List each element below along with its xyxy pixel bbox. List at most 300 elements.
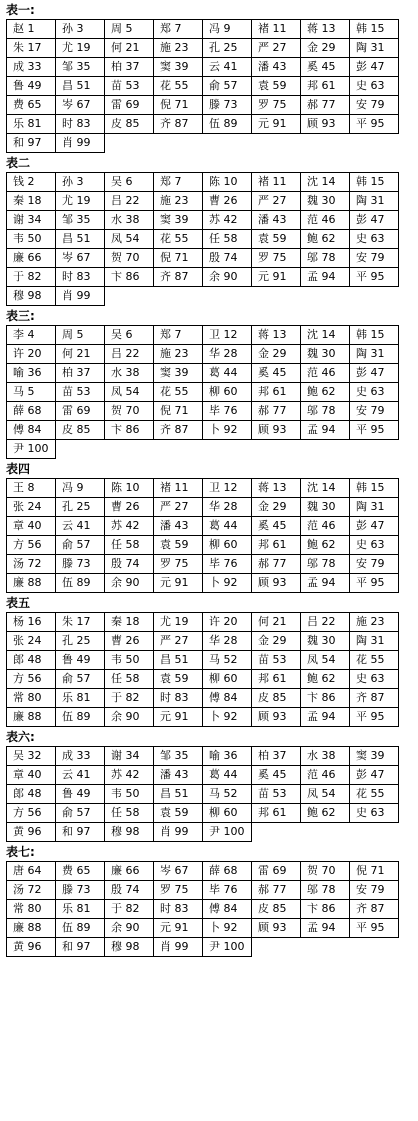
table-cell: 潘 43: [154, 766, 203, 785]
table-cell: 廉 66: [7, 249, 56, 268]
table-row: [7, 632, 399, 651]
table-cell: 章 40: [7, 517, 56, 536]
table-row: [7, 766, 399, 785]
table-cell: 邬 78: [301, 555, 350, 574]
table-row: [7, 536, 399, 555]
table-cell: 苗 53: [56, 383, 105, 402]
table-cell: 孟 94: [301, 919, 350, 938]
table-row: [7, 555, 399, 574]
table-cell: 尹 100: [7, 440, 56, 459]
table-cell: 尤 19: [56, 192, 105, 211]
table-cell: 殷 74: [203, 249, 252, 268]
table-cell: 张 24: [7, 498, 56, 517]
table-cell: 和 97: [7, 134, 56, 153]
table-cell: 和 97: [56, 938, 105, 957]
table-cell: 齐 87: [154, 268, 203, 287]
table-cell: 于 82: [105, 689, 154, 708]
table-cell: 平 95: [350, 115, 399, 134]
table-cell: 平 95: [350, 708, 399, 727]
table-row: [7, 421, 399, 440]
table-cell: 韩 15: [350, 20, 399, 39]
table-cell: 罗 75: [154, 881, 203, 900]
table-cell: 平 95: [350, 421, 399, 440]
table-row: [7, 134, 399, 153]
table-cell: 袁 59: [154, 536, 203, 555]
table-cell: 金 29: [252, 345, 301, 364]
table-row: [7, 938, 399, 957]
table-cell: 严 27: [252, 192, 301, 211]
table-cell: 平 95: [350, 919, 399, 938]
table-cell: 魏 30: [301, 192, 350, 211]
table-cell: 唐 64: [7, 862, 56, 881]
table-cell: 苗 53: [252, 785, 301, 804]
table-cell: 傅 84: [7, 421, 56, 440]
table-cell: 汤 72: [7, 881, 56, 900]
table-cell: 郝 77: [252, 402, 301, 421]
table-cell: 齐 87: [154, 421, 203, 440]
table-row: [7, 345, 399, 364]
table-cell: 于 82: [105, 900, 154, 919]
surname-table: [6, 172, 399, 306]
table-cell: 吕 22: [105, 345, 154, 364]
table-cell: 常 80: [7, 689, 56, 708]
table-cell: 曹 26: [105, 632, 154, 651]
table-cell: 陈 10: [203, 173, 252, 192]
table-cell: 范 46: [301, 211, 350, 230]
table-cell: 方 56: [7, 804, 56, 823]
table-cell: 倪 71: [154, 402, 203, 421]
table-cell: 许 20: [7, 345, 56, 364]
table-cell: 郎 48: [7, 785, 56, 804]
table-cell: 卫 12: [203, 326, 252, 345]
table-cell: 鲍 62: [301, 383, 350, 402]
table-cell: 皮 85: [105, 115, 154, 134]
surname-table: [6, 325, 399, 459]
table-cell: 时 83: [56, 268, 105, 287]
table-cell: 余 90: [105, 919, 154, 938]
table-cell: 时 83: [154, 689, 203, 708]
table-cell: 肖 99: [56, 134, 105, 153]
table-cell: 凤 54: [301, 651, 350, 670]
table-cell: 韦 50: [7, 230, 56, 249]
table-cell: 卜 92: [203, 574, 252, 593]
table-cell: 蒋 13: [252, 479, 301, 498]
table-cell: 韩 15: [350, 326, 399, 345]
table-cell: 穆 98: [7, 287, 56, 306]
table-cell: 任 58: [203, 230, 252, 249]
table-cell: 卜 92: [203, 919, 252, 938]
table-cell: 奚 45: [252, 766, 301, 785]
table-cell: 穆 98: [105, 823, 154, 842]
table-cell: 于 82: [7, 268, 56, 287]
table-cell: 马 5: [7, 383, 56, 402]
table-cell: 喻 36: [7, 364, 56, 383]
table-cell: 魏 30: [301, 632, 350, 651]
table-cell: 韩 15: [350, 479, 399, 498]
table-cell: 任 58: [105, 804, 154, 823]
table-cell: 齐 87: [350, 689, 399, 708]
table-title: 表四: [6, 462, 31, 476]
table-row: [7, 651, 399, 670]
table-cell: 水 38: [105, 364, 154, 383]
table-cell: 廉 88: [7, 919, 56, 938]
table-cell: 孔 25: [203, 39, 252, 58]
table-cell: 凤 54: [105, 383, 154, 402]
table-cell: 尹 100: [203, 823, 252, 842]
table-cell: 余 90: [105, 708, 154, 727]
table-cell: 元 91: [154, 708, 203, 727]
table-cell: 俞 57: [56, 670, 105, 689]
table-row: [7, 58, 399, 77]
table-cell: 昌 51: [56, 230, 105, 249]
table-cell: 李 4: [7, 326, 56, 345]
table-row: [7, 708, 399, 727]
table-cell: 郑 7: [154, 20, 203, 39]
table-cell: 毕 76: [203, 402, 252, 421]
table-cell: 岑 67: [56, 249, 105, 268]
table-cell: 施 23: [154, 39, 203, 58]
table-cell: 尹 100: [203, 938, 252, 957]
table-row: [7, 574, 399, 593]
table-cell: 安 79: [350, 555, 399, 574]
table-cell: 吕 22: [105, 192, 154, 211]
table-cell: 贺 70: [105, 402, 154, 421]
table-cell: 皮 85: [252, 900, 301, 919]
table-cell: 鲁 49: [56, 785, 105, 804]
surname-table: [6, 746, 399, 842]
table-cell: 苗 53: [252, 651, 301, 670]
table-cell: 费 65: [56, 862, 105, 881]
table-cell: 廉 88: [7, 574, 56, 593]
table-cell: 严 27: [252, 39, 301, 58]
table-row: [7, 613, 399, 632]
table-cell: 乐 81: [56, 900, 105, 919]
table-row: [7, 211, 399, 230]
table-cell: 伍 89: [56, 919, 105, 938]
table-cell: 卞 86: [301, 900, 350, 919]
table-cell: 孟 94: [301, 574, 350, 593]
table-cell: 奚 45: [252, 364, 301, 383]
table-row: [7, 517, 399, 536]
table-row: [7, 440, 399, 459]
table-cell: 马 52: [203, 785, 252, 804]
table-cell: 穆 98: [105, 938, 154, 957]
table-cell: 柏 37: [105, 58, 154, 77]
table-cell: 鲍 62: [301, 536, 350, 555]
table-row: [7, 689, 399, 708]
table-row: [7, 192, 399, 211]
table-cell: 毕 76: [203, 881, 252, 900]
table-cell: 俞 57: [56, 536, 105, 555]
table-cell: 昌 51: [154, 785, 203, 804]
table-cell: 任 58: [105, 670, 154, 689]
table-cell: 沈 14: [301, 173, 350, 192]
table-row: [7, 230, 399, 249]
table-row: [7, 804, 399, 823]
table-cell: 郑 7: [154, 173, 203, 192]
table-cell: 黄 96: [7, 823, 56, 842]
table-cell: 沈 14: [301, 479, 350, 498]
table-cell: 史 63: [350, 536, 399, 555]
table-cell: 罗 75: [154, 555, 203, 574]
table-row: [7, 747, 399, 766]
table-cell: 窦 39: [154, 58, 203, 77]
table-row: [7, 670, 399, 689]
table-cell: 严 27: [154, 498, 203, 517]
table-cell: 金 29: [252, 632, 301, 651]
table-cell: 余 90: [105, 574, 154, 593]
table-cell: 褚 11: [252, 20, 301, 39]
table-cell: 陶 31: [350, 39, 399, 58]
table-cell: 皮 85: [252, 689, 301, 708]
table-cell: 袁 59: [252, 77, 301, 96]
table-cell: 汤 72: [7, 555, 56, 574]
table-cell: 金 29: [252, 498, 301, 517]
table-cell: 柏 37: [252, 747, 301, 766]
table-cell: 余 90: [203, 268, 252, 287]
table-cell: 陶 31: [350, 632, 399, 651]
table-cell: 华 28: [203, 498, 252, 517]
table-cell: 彭 47: [350, 766, 399, 785]
table-cell: 卫 12: [203, 479, 252, 498]
table-row: [7, 900, 399, 919]
table-cell: 苗 53: [105, 77, 154, 96]
table-cell: 郝 77: [252, 881, 301, 900]
table-cell: 凤 54: [301, 785, 350, 804]
table-cell: 平 95: [350, 268, 399, 287]
table-cell: 顾 93: [252, 574, 301, 593]
table-cell: 杨 16: [7, 613, 56, 632]
table-cell: 尤 19: [154, 613, 203, 632]
table-cell: 施 23: [154, 192, 203, 211]
table-cell: 邦 61: [252, 383, 301, 402]
table-cell: 陈 10: [105, 479, 154, 498]
table-cell: 陶 31: [350, 345, 399, 364]
table-row: [7, 268, 399, 287]
table-cell: 孟 94: [301, 421, 350, 440]
table-cell: 水 38: [301, 747, 350, 766]
table-title: 表一:: [6, 3, 35, 17]
table-cell: 顾 93: [252, 421, 301, 440]
table-cell: 奚 45: [252, 517, 301, 536]
table-row: [7, 498, 399, 517]
table-cell: 苏 42: [105, 517, 154, 536]
table-cell: 袁 59: [252, 230, 301, 249]
table-row: [7, 785, 399, 804]
table-cell: 冯 9: [56, 479, 105, 498]
table-cell: 贺 70: [105, 249, 154, 268]
table-cell: 倪 71: [350, 862, 399, 881]
table-title: 表二: [6, 156, 31, 170]
table-cell: 鲍 62: [301, 670, 350, 689]
table-cell: 彭 47: [350, 211, 399, 230]
table-cell: 云 41: [56, 517, 105, 536]
table-cell: 薛 68: [7, 402, 56, 421]
table-row: [7, 823, 399, 842]
table-cell: 伍 89: [56, 574, 105, 593]
table-cell: 郑 7: [154, 326, 203, 345]
table-cell: 潘 43: [252, 211, 301, 230]
table-cell: 罗 75: [252, 249, 301, 268]
table-cell: 时 83: [56, 115, 105, 134]
table-cell: 廉 88: [7, 708, 56, 727]
table-cell: 窦 39: [350, 747, 399, 766]
table-row: [7, 115, 399, 134]
table-cell: 乐 81: [7, 115, 56, 134]
table-cell: 孟 94: [301, 708, 350, 727]
table-cell: 何 21: [252, 613, 301, 632]
table-cell: 昌 51: [56, 77, 105, 96]
table-row: [7, 402, 399, 421]
table-cell: 范 46: [301, 517, 350, 536]
table-cell: 葛 44: [203, 766, 252, 785]
table-cell: 凤 54: [105, 230, 154, 249]
table-cell: 安 79: [350, 881, 399, 900]
table-cell: 葛 44: [203, 364, 252, 383]
table-cell: 皮 85: [56, 421, 105, 440]
table-cell: 郝 77: [252, 555, 301, 574]
table-cell: 雷 69: [105, 96, 154, 115]
table-row: [7, 20, 399, 39]
table-cell: 华 28: [203, 632, 252, 651]
table-cell: 孔 25: [56, 632, 105, 651]
table-row: [7, 249, 399, 268]
table-cell: 严 27: [154, 632, 203, 651]
table-cell: 韩 15: [350, 173, 399, 192]
table-row: [7, 77, 399, 96]
table-cell: 廉 66: [105, 862, 154, 881]
table-cell: 肖 99: [154, 938, 203, 957]
table-cell: 成 33: [56, 747, 105, 766]
table-cell: 昌 51: [154, 651, 203, 670]
table-cell: 蒋 13: [301, 20, 350, 39]
table-cell: 任 58: [105, 536, 154, 555]
table-cell: 潘 43: [252, 58, 301, 77]
table-cell: 吕 22: [301, 613, 350, 632]
table-cell: 倪 71: [154, 96, 203, 115]
table-cell: 王 8: [7, 479, 56, 498]
table-cell: 滕 73: [56, 881, 105, 900]
table-cell: 郎 48: [7, 651, 56, 670]
table-cell: 元 91: [252, 268, 301, 287]
table-title: 表七:: [6, 845, 35, 859]
table-cell: 何 21: [105, 39, 154, 58]
table-cell: 范 46: [301, 364, 350, 383]
table-cell: 吴 32: [7, 747, 56, 766]
table-cell: 彭 47: [350, 364, 399, 383]
table-cell: 花 55: [154, 383, 203, 402]
table-row: [7, 862, 399, 881]
table-cell: 史 63: [350, 804, 399, 823]
table-cell: 魏 30: [301, 498, 350, 517]
table-cell: 雷 69: [56, 402, 105, 421]
table-cell: 元 91: [154, 574, 203, 593]
table-cell: 卜 92: [203, 708, 252, 727]
table-cell: 谢 34: [7, 211, 56, 230]
table-cell: 赵 1: [7, 20, 56, 39]
table-cell: 马 52: [203, 651, 252, 670]
table-cell: 罗 75: [252, 96, 301, 115]
table-cell: 顾 93: [301, 115, 350, 134]
table-cell: 冯 9: [203, 20, 252, 39]
surname-table: [6, 478, 399, 593]
table-cell: 奚 45: [301, 58, 350, 77]
table-row: [7, 919, 399, 938]
table-cell: 卞 86: [105, 268, 154, 287]
table-cell: 金 29: [301, 39, 350, 58]
table-cell: 苏 42: [203, 211, 252, 230]
table-cell: 邦 61: [252, 804, 301, 823]
table-title: 表三:: [6, 309, 35, 323]
table-cell: 彭 47: [350, 58, 399, 77]
table-cell: 邬 78: [301, 402, 350, 421]
table-cell: 花 55: [154, 230, 203, 249]
table-row: [7, 383, 399, 402]
table-cell: 邬 78: [301, 881, 350, 900]
table-cell: 曹 26: [105, 498, 154, 517]
table-cell: 华 28: [203, 345, 252, 364]
table-cell: 花 55: [350, 785, 399, 804]
table-cell: 陶 31: [350, 498, 399, 517]
table-cell: 柳 60: [203, 670, 252, 689]
table-cell: 方 56: [7, 536, 56, 555]
table-cell: 时 83: [154, 900, 203, 919]
table-cell: 沈 14: [301, 326, 350, 345]
table-cell: 褚 11: [252, 173, 301, 192]
table-cell: 彭 47: [350, 517, 399, 536]
table-cell: 滕 73: [203, 96, 252, 115]
table-cell: 齐 87: [154, 115, 203, 134]
table-cell: 方 56: [7, 670, 56, 689]
table-cell: 伍 89: [203, 115, 252, 134]
table-cell: 花 55: [154, 77, 203, 96]
table-cell: 水 38: [105, 211, 154, 230]
surname-table: [6, 612, 399, 727]
table-cell: 倪 71: [154, 249, 203, 268]
table-cell: 卞 86: [105, 421, 154, 440]
table-cell: 滕 73: [56, 555, 105, 574]
table-cell: 贺 70: [301, 862, 350, 881]
table-cell: 岑 67: [154, 862, 203, 881]
table-cell: 尤 19: [56, 39, 105, 58]
table-cell: 吴 6: [105, 173, 154, 192]
table-cell: 元 91: [252, 115, 301, 134]
table-title: 表六:: [6, 730, 35, 744]
table-cell: 齐 87: [350, 900, 399, 919]
table-cell: 钱 2: [7, 173, 56, 192]
table-cell: 谢 34: [105, 747, 154, 766]
table-cell: 魏 30: [301, 345, 350, 364]
table-cell: 葛 44: [203, 517, 252, 536]
table-cell: 陶 31: [350, 192, 399, 211]
table-cell: 孙 3: [56, 173, 105, 192]
table-row: [7, 364, 399, 383]
table-cell: 顾 93: [252, 708, 301, 727]
table-row: [7, 479, 399, 498]
table-cell: 邦 61: [252, 536, 301, 555]
table-cell: 伍 89: [56, 708, 105, 727]
table-cell: 吴 6: [105, 326, 154, 345]
table-cell: 孔 25: [56, 498, 105, 517]
table-cell: 褚 11: [154, 479, 203, 498]
table-cell: 许 20: [203, 613, 252, 632]
table-cell: 喻 36: [203, 747, 252, 766]
table-cell: 岑 67: [56, 96, 105, 115]
table-cell: 何 21: [56, 345, 105, 364]
table-cell: 殷 74: [105, 881, 154, 900]
table-cell: 秦 18: [7, 192, 56, 211]
table-cell: 孙 3: [56, 20, 105, 39]
